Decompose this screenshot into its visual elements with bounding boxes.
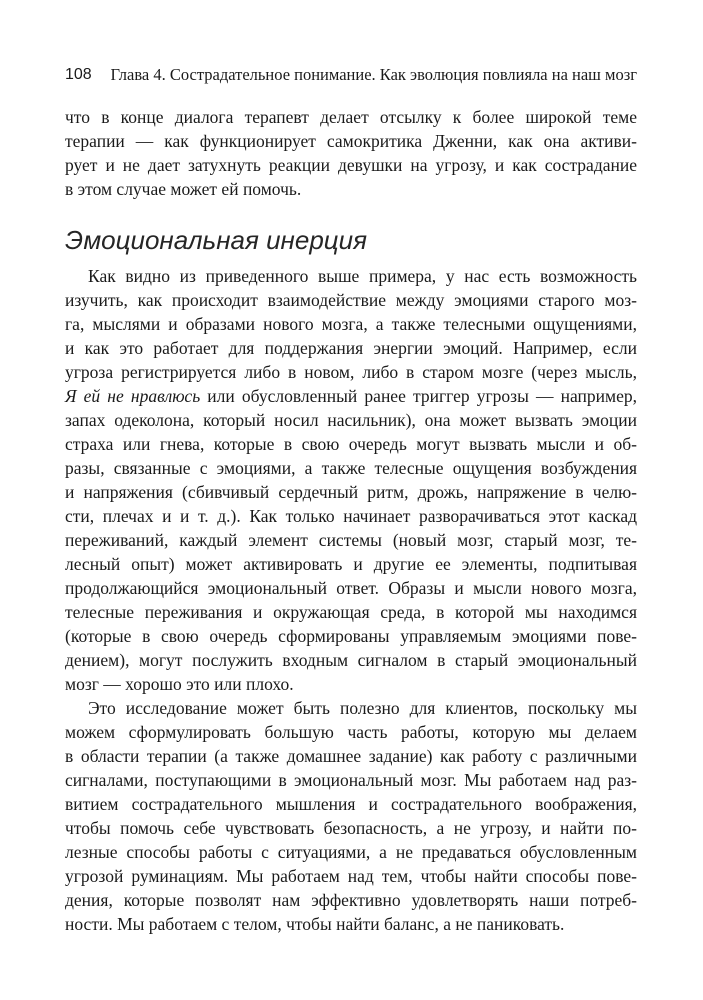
text-line: разы, связанные с эмоциями, а также телесные ощущения возбуждения bbox=[65, 458, 637, 478]
text-line: лесный опыт) может активировать и другие ее элементы, подпитывая bbox=[65, 554, 637, 574]
text-line: изучить, как происходит взаимодействие между эмоциями старого моз- bbox=[65, 290, 637, 310]
text-line: угроза регистрируется либо в новом, либо в старом мозге (через мысль, bbox=[65, 362, 637, 382]
page-body bbox=[65, 105, 637, 936]
text-line: угрозой руминациям. Мы работаем над тем, чтобы найти способы пове- bbox=[65, 866, 637, 886]
text-line: запах одеколона, который носил насильник), она может вызвать эмоции bbox=[65, 410, 637, 430]
emphasis-text: Я ей не нравлюсь bbox=[65, 386, 201, 406]
text-line: можем сформулировать большую часть работы, которую мы делаем bbox=[65, 722, 637, 742]
text-line: Как видно из приведенного выше примера, у нас есть возможность bbox=[88, 266, 637, 286]
text-line: (которые в свою очередь сформированы управляемым эмоциями пове- bbox=[65, 626, 637, 646]
text-line: га, мыслями и образами нового мозга, а также телесными ощущениями, bbox=[65, 314, 637, 334]
text-line: дением), могут послужить входным сигналом в старый эмоциональный bbox=[65, 650, 637, 670]
text-line: в области терапии (а также домашнее задание) как работу с различными bbox=[65, 746, 637, 766]
text-line: терапии — как функционирует самокритика Дженни, как она активи- bbox=[65, 131, 637, 151]
text-line: в этом случае может ей помочь. bbox=[65, 179, 302, 199]
text-line: продолжающийся эмоциональный ответ. Образы и мысли нового мозга, bbox=[65, 578, 637, 598]
text-line: переживаний, каждый элемент системы (новый мозг, старый мозг, те- bbox=[65, 530, 637, 550]
text-line: телесные переживания и окружающая среда, в которой мы находимся bbox=[65, 602, 637, 622]
running-header bbox=[65, 63, 637, 87]
text-line: и как это работает для поддержания энергии эмоций. Например, если bbox=[65, 338, 637, 358]
text-line: и напряжения (сбивчивый сердечный ритм, дрожь, напряжение в челю- bbox=[65, 482, 637, 502]
text-line: лезные способы работы с ситуациями, а не предаваться обусловленным bbox=[65, 842, 637, 862]
text-line: мозг — хорошо это или плохо. bbox=[65, 674, 294, 694]
text-line: страха или гнева, которые в свою очередь могут вызвать мысли и об- bbox=[65, 434, 637, 454]
text-line: витием сострадательного мышления и сострадательного воображения, bbox=[65, 794, 637, 814]
text-line: ности. Мы работаем с телом, чтобы найти баланс, а не паниковать. bbox=[65, 914, 565, 934]
running-title: Глава 4. Сострадательное понимание. Как эволюция повлияла на наш мозг bbox=[110, 65, 637, 84]
text-line: дения, которые позволят нам эффективно удовлетворять наши потреб- bbox=[65, 890, 637, 910]
section-heading: Эмоциональная инерция bbox=[65, 225, 367, 255]
text-line: рует и не дает затухнуть реакции девушки на угрозу, и как сострадание bbox=[65, 155, 637, 175]
text-segment: или обусловленный ранее триггер угрозы — например, bbox=[200, 386, 637, 406]
page-number: 108 bbox=[65, 66, 92, 83]
text-line: чтобы помочь себе чувствовать безопасность, а не угрозу, и найти по- bbox=[65, 818, 637, 838]
text-line: что в конце диалога терапевт делает отсылку к более широкой теме bbox=[65, 107, 637, 127]
text-line: сти, плечах и и т. д.). Как только начинает разворачиваться этот каскад bbox=[65, 506, 637, 526]
text-line bbox=[65, 384, 637, 408]
paragraph bbox=[65, 696, 637, 936]
text-line: Это исследование может быть полезно для клиентов, поскольку мы bbox=[88, 698, 637, 718]
text-line: сигналами, поступающими в эмоциональный мозг. Мы работаем над раз- bbox=[65, 770, 637, 790]
paragraph bbox=[65, 264, 637, 696]
paragraph bbox=[65, 105, 637, 201]
